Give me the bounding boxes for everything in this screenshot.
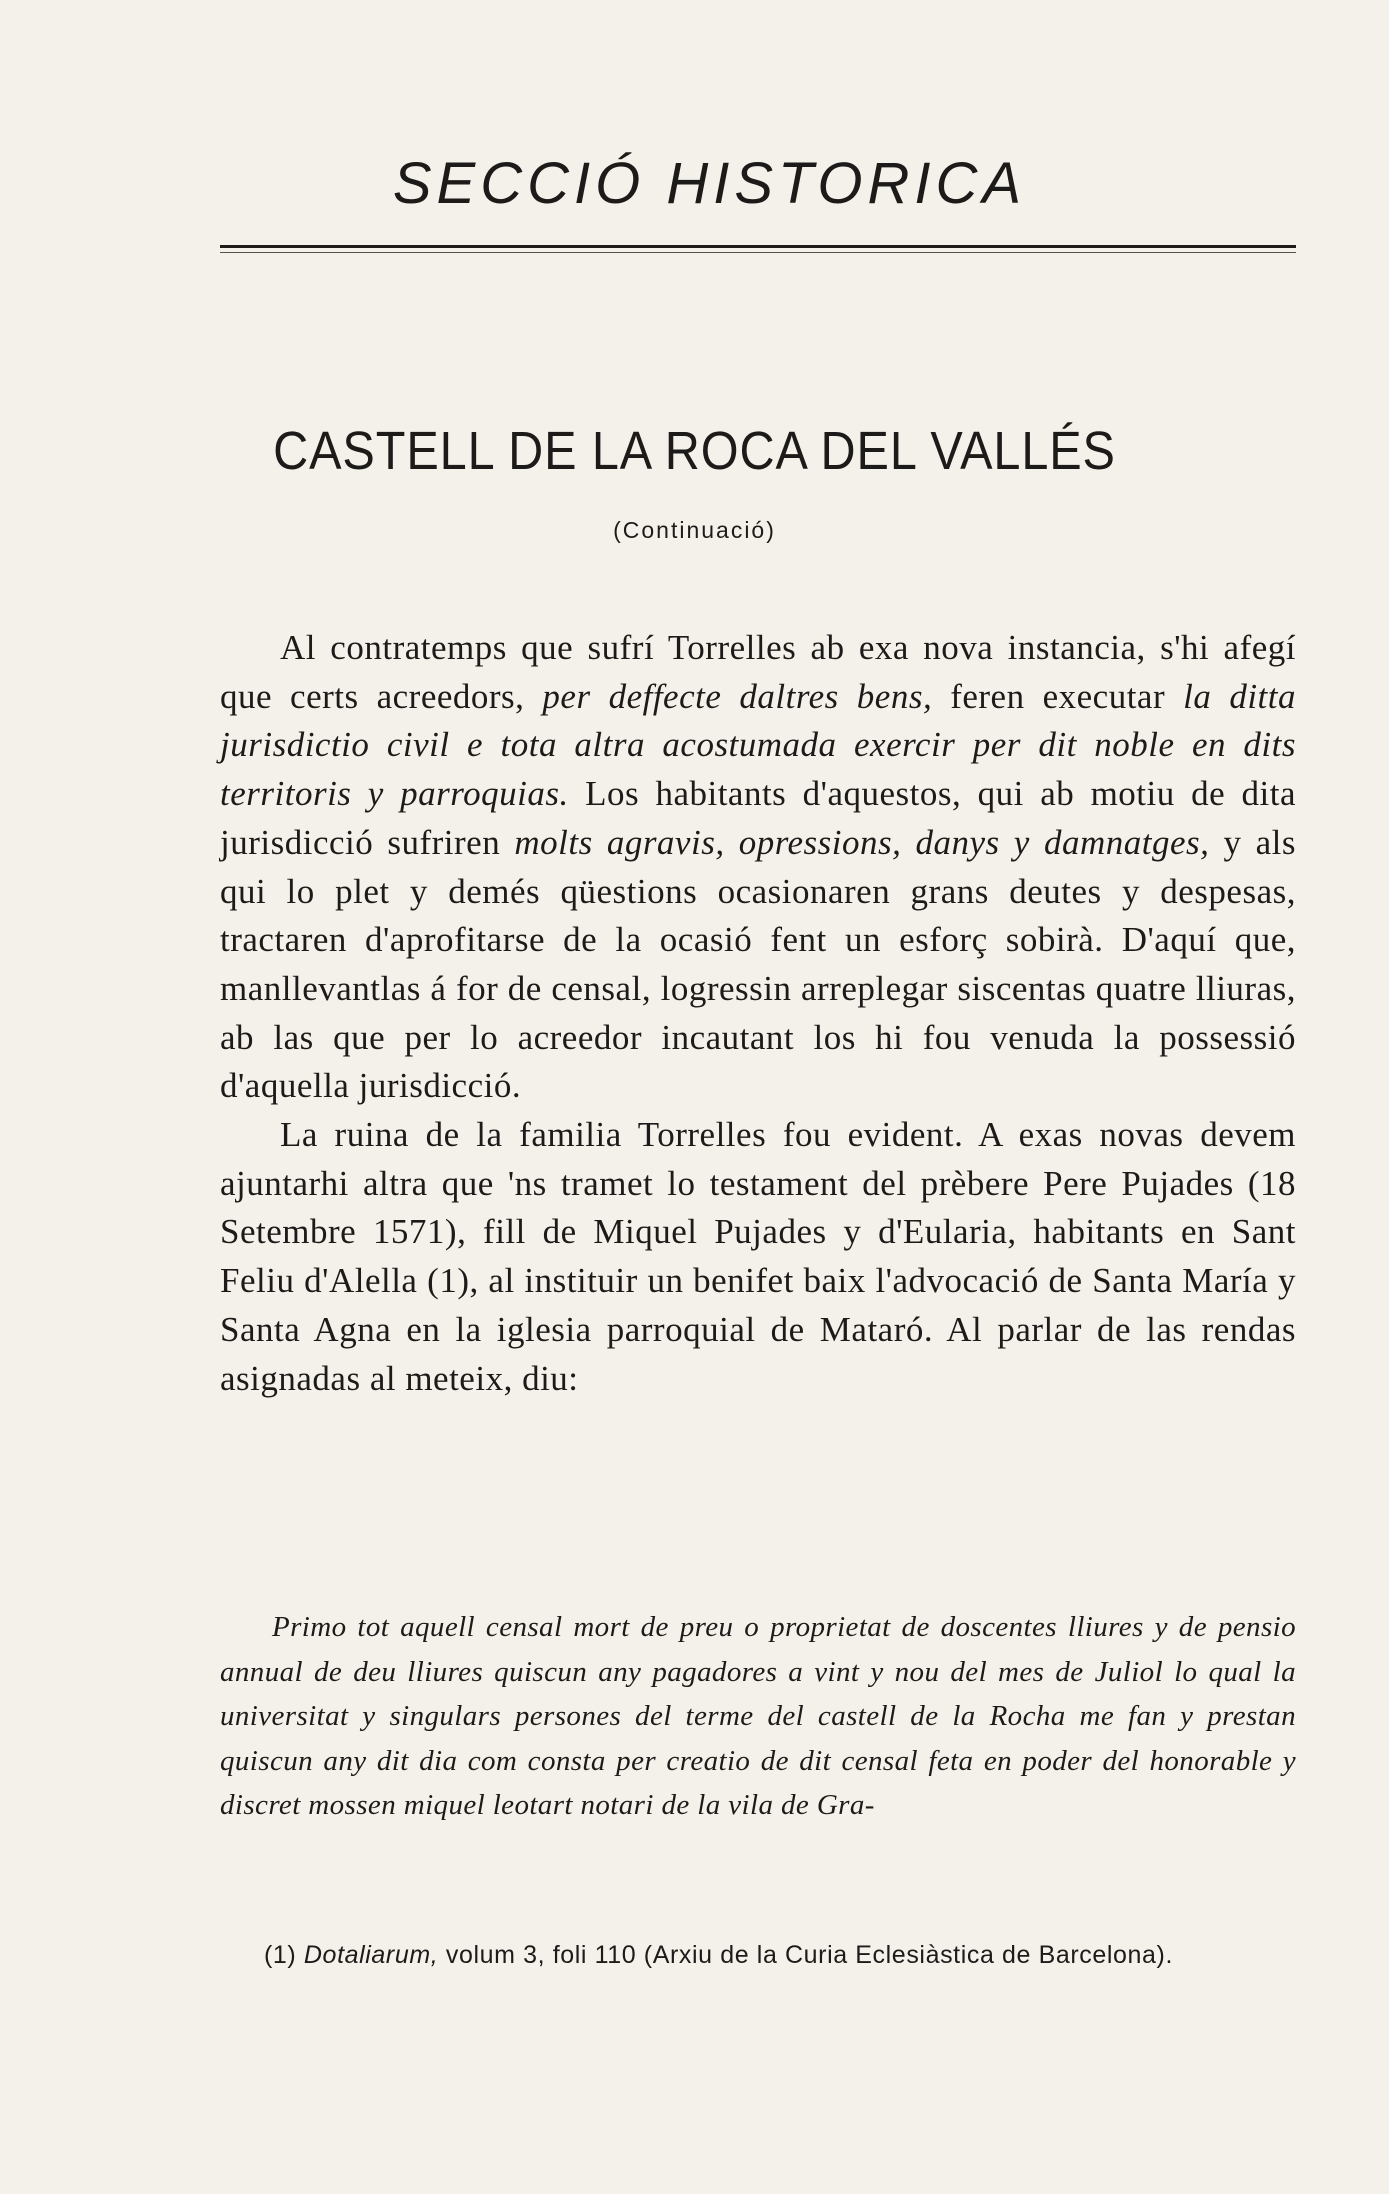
footnote-body: volum 3, foli 110 (Arxiu de la Curia Eclesiàstica de Barcelona). — [438, 1941, 1174, 1969]
header-rule-thin — [220, 252, 1296, 253]
paragraph-quote-italic: molts agravis, opressions, danys y damnatges, — [514, 822, 1210, 862]
paragraph-text: y als qui lo plet y demés qüestions ocasionaren grans deutes y despesas, tractaren d'aprofitarse de la ocasió fent un esforç sobirà. D'aquí que, manllevantlas á for de censal, logressin arreplegar siscentas quatre lliuras, ab las que per lo acreedor incautant los hi fou venuda la possessió d'aquella jurisdicció. — [220, 822, 1296, 1106]
article-subtitle: (Continuació) — [613, 517, 776, 543]
paragraph-quote-italic: la ditta jurisdictio civil e tota altra acostumada exercir per dit noble en dits territoris y parroquias. — [220, 676, 1297, 814]
body-paragraph-1 — [220, 624, 1296, 1111]
article-title: CASTELL DE LA ROCA DEL VALLÉS — [273, 421, 1116, 481]
block-quote — [220, 1605, 1296, 1828]
header-rule — [220, 245, 1296, 248]
quote-text: Primo tot aquell censal mort de preu o proprietat de doscentes lliures y de pensio annual de deu lliures quiscun any pagadores a vint y nou del mes de Juliol lo qual la universitat y singulars persones del terme del castell de la Rocha me fan y prestan quiscun any dit dia com consta per creatio de dit censal feta en poder del honorable y discret mossen miquel leotart notari de la vila de Gra- — [220, 1611, 1296, 1822]
footnote — [220, 1938, 1296, 1973]
section-title: SECCIÓ HISTORICA — [392, 151, 1027, 216]
article-body — [220, 624, 1296, 1403]
paragraph-text: Al contratemps que sufrí Torrelles ab exa nova instancia, s'hi afegí que certs acreedors, — [220, 628, 1296, 716]
footnote-marker: (1) — [264, 1941, 297, 1969]
footnote-source: Dotaliarum, — [303, 1941, 439, 1969]
body-paragraph-2: La ruina de la familia Torrelles fou evident. A exas novas devem ajuntarhi altra que 'ns tramet lo testament del prèbere Pere Pujades (18 Setembre 1571), fill de Miquel Pujades y d'Eularia, habitants en Sant Feliu d'Alella (1), al instituir un benifet baix l'advocació de Santa María y Santa Agna en la iglesia parroquial de Mataró. Al parlar de las rendas asignadas al meteix, diu: — [220, 1115, 1296, 1398]
paragraph-text: feren executar — [932, 676, 1184, 716]
paragraph-quote-italic: per deffecte daltres bens, — [542, 676, 933, 716]
paragraph-text: Los habitants d'aquestos, qui ab motiu de dita jurisdicció sufriren — [220, 774, 1296, 862]
footnote-text — [220, 1938, 1296, 1973]
